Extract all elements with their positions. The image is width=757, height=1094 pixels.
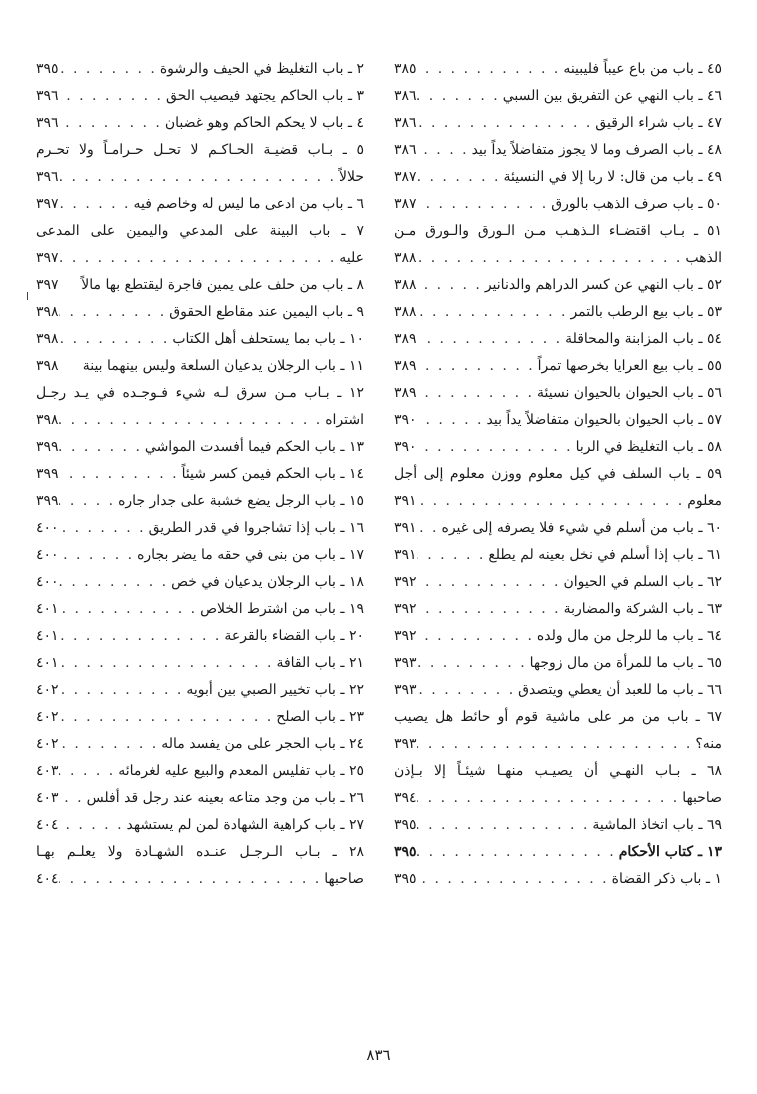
toc-entry-row xyxy=(36,704,364,731)
dot-leader xyxy=(417,569,564,596)
toc-entry-row xyxy=(394,569,722,596)
toc-entry-page: ٣٨٧ xyxy=(394,196,417,212)
toc-entry-row xyxy=(394,299,722,326)
dot-leader xyxy=(59,677,187,704)
toc-entry-page: ٣٩٨ xyxy=(36,412,59,428)
dot-leader xyxy=(417,542,489,569)
dot-leader xyxy=(59,785,87,812)
toc-entry-row xyxy=(394,542,722,569)
toc-entry xyxy=(36,380,364,434)
dot-leader xyxy=(417,785,683,812)
toc-entry-title: ٥٨ ـ باب التغليظ في الربا xyxy=(575,439,722,455)
toc-entry xyxy=(394,461,722,515)
toc-entry-page: ٤٠٠ xyxy=(36,574,59,590)
toc-entry-title: ٥٦ ـ باب الحيوان بالحيوان نسيئة xyxy=(537,385,722,401)
toc-entry-row xyxy=(394,83,722,110)
toc-entry-title-line: ٦٨ ـ بـاب النهـي أن يصيـب منهـا شيئـاً إلا بـإذن xyxy=(394,763,722,779)
dot-leader xyxy=(417,731,696,758)
toc-entry-row xyxy=(36,407,364,434)
toc-entry-row xyxy=(36,623,364,650)
toc-entry-row xyxy=(36,515,364,542)
toc-entry-row xyxy=(36,812,364,839)
toc-entry-row xyxy=(394,677,722,704)
toc-entry-page: ٣٨٨ xyxy=(394,250,417,266)
toc-entry-page: ٣٨٩ xyxy=(394,331,417,347)
dot-leader xyxy=(59,596,201,623)
toc-entry-title: ٥٢ ـ باب النهي عن كسر الدراهم والدنانير xyxy=(484,277,722,293)
toc-entry-row xyxy=(36,164,364,191)
toc-entry-row xyxy=(36,353,364,380)
dot-leader xyxy=(417,650,530,677)
toc-entry-row xyxy=(36,326,364,353)
toc-entry-title: حلالاً xyxy=(339,169,364,185)
toc-entry-title-line: ٢٨ ـ بـاب الـرجـل عنـده الشهـادة ولا يعلـم بهـا xyxy=(36,844,364,860)
toc-entry-row xyxy=(394,191,722,218)
toc-entry-title: ١ ـ باب ذكر القضاة xyxy=(611,871,722,887)
toc-entry-title: ٩ ـ باب اليمين عند مقاطع الحقوق xyxy=(169,304,364,320)
toc-entry xyxy=(36,623,364,650)
toc-entry-title: ٢٥ ـ باب تفليس المعدم والبيع عليه لغرمائه xyxy=(118,763,364,779)
toc-entry-title: ٦٩ ـ باب اتخاذ الماشية xyxy=(592,817,722,833)
toc-entry-page: ٣٩٠ xyxy=(394,439,417,455)
toc-entry-row xyxy=(394,164,722,191)
toc-entry-page: ٣٩٧ xyxy=(36,196,59,212)
dot-leader xyxy=(59,623,225,650)
dot-leader xyxy=(59,110,165,137)
dot-leader xyxy=(59,56,160,83)
dot-leader xyxy=(59,164,339,191)
toc-entry xyxy=(394,272,722,299)
toc-entry xyxy=(36,218,364,272)
toc-entry xyxy=(36,326,364,353)
toc-entry-title: ٥٥ ـ باب بيع العرايا بخرصها تمراً xyxy=(537,358,722,374)
toc-entry-page: ٤٠٤ xyxy=(36,817,59,833)
toc-entry-title: اشتراه xyxy=(325,412,364,428)
toc-entry-title: ١٦ ـ باب إذا تشاجروا في قدر الطريق xyxy=(148,520,364,536)
toc-entry xyxy=(394,434,722,461)
toc-entry-row xyxy=(36,650,364,677)
dot-leader xyxy=(417,380,537,407)
toc-entry xyxy=(36,650,364,677)
margin-mark xyxy=(27,292,28,300)
toc-entry-page: ٣٨٩ xyxy=(394,385,417,401)
toc-entry-page: ٣٨٦ xyxy=(394,142,417,158)
toc-entry-page: ٤٠٣ xyxy=(36,763,59,779)
toc-entry-title: ٦٤ ـ باب ما للرجل من مال ولده xyxy=(536,628,722,644)
dot-leader xyxy=(417,245,686,272)
dot-leader xyxy=(59,326,173,353)
toc-entry-page: ٣٩٨ xyxy=(36,358,59,374)
toc-entry-page: ٣٩٥ xyxy=(394,817,417,833)
toc-entry xyxy=(394,542,722,569)
dot-leader xyxy=(417,164,504,191)
toc-entry-title: ٥٠ ـ باب صرف الذهب بالورق xyxy=(551,196,722,212)
toc-entry-title: ٢٠ ـ باب القضاء بالقرعة xyxy=(224,628,364,644)
dot-leader xyxy=(417,110,596,137)
dot-leader xyxy=(59,488,119,515)
toc-entry xyxy=(394,191,722,218)
toc-entry-page: ٤٠١ xyxy=(36,628,59,644)
toc-entry xyxy=(394,758,722,812)
toc-entry-page: ٣٩١ xyxy=(394,547,417,563)
toc-entry xyxy=(394,380,722,407)
toc-entry-title: ٢٤ ـ باب الحجر على من يفسد ماله xyxy=(161,736,364,752)
toc-entry-page: ٣٨٦ xyxy=(394,115,417,131)
toc-entry-page: ٣٩٠ xyxy=(394,412,417,428)
toc-entry-title: ٢ ـ باب التغليظ في الحيف والرشوة xyxy=(159,61,364,77)
toc-entry xyxy=(394,812,722,839)
toc-entry xyxy=(36,569,364,596)
toc-entry-page: ٤٠٤ xyxy=(36,871,59,887)
toc-entry-row xyxy=(394,488,722,515)
toc-entry xyxy=(36,839,364,893)
toc-entry-page: ٤٠٠ xyxy=(36,520,59,536)
dot-leader xyxy=(59,866,325,893)
toc-entry-title: ٦١ ـ باب إذا أسلم في نخل بعينه لم يطلع xyxy=(488,547,722,563)
toc-entry-title: ٨ ـ باب من حلف على يمين فاجرة ليقتطع بها مالاً xyxy=(81,277,364,293)
toc-entry xyxy=(394,677,722,704)
toc-entry xyxy=(36,731,364,758)
toc-entry-page: ٣٨٦ xyxy=(394,88,417,104)
toc-entry-page: ٣٩٨ xyxy=(36,304,59,320)
toc-entry-row xyxy=(394,839,722,866)
toc-entry xyxy=(394,326,722,353)
toc-entry-page: ٣٩٦ xyxy=(36,88,59,104)
dot-leader xyxy=(59,407,326,434)
toc-entry xyxy=(394,569,722,596)
toc-entry xyxy=(394,110,722,137)
toc-entry xyxy=(394,407,722,434)
toc-entry-title: ٦٣ ـ باب الشركة والمضاربة xyxy=(563,601,722,617)
toc-entry xyxy=(36,191,364,218)
dot-leader xyxy=(417,272,485,299)
toc-entry-page: ٤٠٣ xyxy=(36,790,59,806)
toc-entry-page: ٣٩٢ xyxy=(394,601,417,617)
toc-entry xyxy=(394,83,722,110)
toc-entry-title: ١١ ـ باب الرجلان يدعيان السلعة وليس بينهما بينة xyxy=(82,358,364,374)
toc-entry-page: ٣٩٩ xyxy=(36,466,59,482)
toc-entry-page: ٣٩٨ xyxy=(36,331,59,347)
toc-entry xyxy=(394,704,722,758)
toc-entry-row xyxy=(36,488,364,515)
toc-entry-row xyxy=(36,866,364,893)
toc-entry-page: ٣٩٩ xyxy=(36,439,59,455)
toc-entry-page: ٤٠٢ xyxy=(36,736,59,752)
toc-entry-title: الذهب xyxy=(685,250,722,266)
dot-leader xyxy=(59,434,145,461)
toc-entry-row xyxy=(394,731,722,758)
toc-entry-row xyxy=(394,407,722,434)
toc-entry xyxy=(394,164,722,191)
toc-entry-row xyxy=(394,245,722,272)
toc-entry-title: ٢٦ ـ باب من وجد متاعه بعينه عند رجل قد أفلس xyxy=(86,790,364,806)
toc-column-left xyxy=(36,56,364,893)
dot-leader xyxy=(59,812,127,839)
toc-entry-row xyxy=(36,434,364,461)
toc-entry-title: ٥٧ ـ باب الحيوان بالحيوان متفاضلاً يداً بيد xyxy=(486,412,722,428)
toc-entry-title: ١٥ ـ باب الرجل يضع خشبة على جدار جاره xyxy=(118,493,364,509)
toc-entry-title: ٦ ـ باب من ادعى ما ليس له وخاصم فيه xyxy=(133,196,364,212)
toc-entry-row xyxy=(394,650,722,677)
toc-entry-page: ٣٩٩ xyxy=(36,493,59,509)
toc-entry-row xyxy=(36,191,364,218)
toc-entry-title: ٢٧ ـ باب كراهية الشهادة لمن لم يستشهد xyxy=(126,817,364,833)
toc-entry-title-line: ٥١ ـ بـاب اقتضـاء الـذهـب مـن الـورق والـورق مـن xyxy=(394,223,722,239)
toc-entry xyxy=(36,56,364,83)
toc-entry xyxy=(36,461,364,488)
toc-entry-title: ٢١ ـ باب القافة xyxy=(276,655,364,671)
toc-entry-row xyxy=(36,569,364,596)
toc-entry-title: ٤ ـ باب لا يحكم الحاكم وهو غضبان xyxy=(164,115,364,131)
toc-entry xyxy=(36,488,364,515)
toc-entry-title: ٦٥ ـ باب ما للمرأة من مال زوجها xyxy=(529,655,722,671)
toc-entry xyxy=(36,677,364,704)
toc-entry-row xyxy=(394,866,722,893)
toc-entry-page: ٤٠١ xyxy=(36,601,59,617)
toc-entry-row xyxy=(36,758,364,785)
toc-entry xyxy=(36,137,364,191)
toc-entry-title: ٦٦ ـ باب ما للعبد أن يعطي ويتصدق xyxy=(518,682,722,698)
toc-entry-title: ٢٢ ـ باب تخيير الصبي بين أبويه xyxy=(186,682,364,698)
toc-entry-row xyxy=(394,326,722,353)
toc-entry-page: ٣٩١ xyxy=(394,493,417,509)
dot-leader xyxy=(417,677,519,704)
dot-leader xyxy=(417,812,593,839)
toc-entry-row xyxy=(36,731,364,758)
toc-entry-page: ٣٩٧ xyxy=(36,250,59,266)
toc-entry xyxy=(394,839,722,866)
toc-entry-title: ٦٠ ـ باب من أسلم في شيء فلا يصرفه إلى غيره xyxy=(441,520,722,536)
dot-leader xyxy=(417,407,487,434)
toc-entry xyxy=(36,704,364,731)
toc-entry-title: ١٨ ـ باب الرجلان يدعيان في خص xyxy=(171,574,364,590)
toc-entry-page: ٣٩٣ xyxy=(394,736,417,752)
toc-entry-row xyxy=(394,56,722,83)
toc-entry-title-line: ٧ ـ باب البينة على المدعي واليمين على المدعى xyxy=(36,223,364,239)
toc-entry-title: ٢٣ ـ باب الصلح xyxy=(276,709,364,725)
toc-entry-page: ٣٨٨ xyxy=(394,304,417,320)
toc-entry-page: ٣٩٢ xyxy=(394,628,417,644)
toc-entry-title-line: ١٢ ـ بـاب مـن سرق لـه شيء فـوجـده في يـد رجـل xyxy=(36,385,364,401)
dot-leader xyxy=(59,191,134,218)
toc-entry-row xyxy=(394,380,722,407)
toc-column-right xyxy=(394,56,722,893)
dot-leader xyxy=(59,704,277,731)
toc-entry-title: صاحبها xyxy=(682,790,722,806)
toc-entry-row xyxy=(36,56,364,83)
toc-entry-title-line: ٦٧ ـ باب من مر على ماشية قوم أو حائط هل يصيب xyxy=(394,709,722,725)
dot-leader xyxy=(59,461,182,488)
toc-entry-page: ٣٩١ xyxy=(394,520,417,536)
toc-entry-row xyxy=(394,596,722,623)
toc-entry-page: ٤٠١ xyxy=(36,655,59,671)
toc-entry xyxy=(394,353,722,380)
toc-entry-title: ٤٥ ـ باب من باع عيباً فليبينه xyxy=(563,61,722,77)
toc-entry-page: ٣٩٢ xyxy=(394,574,417,590)
toc-entry-page: ٣٩٦ xyxy=(36,115,59,131)
toc-entry xyxy=(36,758,364,785)
toc-entry xyxy=(36,83,364,110)
dot-leader xyxy=(417,326,566,353)
toc-entry-row xyxy=(36,785,364,812)
toc-entry xyxy=(36,515,364,542)
toc-entry-title: ٤٧ ـ باب شراء الرقيق xyxy=(595,115,722,131)
toc-entry-title: ٤٦ ـ باب النهي عن التفريق بين السبي xyxy=(502,88,722,104)
dot-leader xyxy=(417,83,503,110)
toc-entry xyxy=(394,56,722,83)
toc-entry-title: منه؟ xyxy=(695,736,722,752)
toc-entry-row xyxy=(36,272,364,299)
toc-entry-title: ١٣ ـ باب الحكم فيما أفسدت المواشي xyxy=(144,439,364,455)
toc-entry xyxy=(394,137,722,164)
toc-entry-title: ١٣ ـ كتاب الأحكام xyxy=(618,844,722,860)
toc-entry xyxy=(394,866,722,893)
toc-entry-title: ٤٩ ـ باب من قال: لا ربا إلا في النسيئة xyxy=(503,169,722,185)
dot-leader xyxy=(59,731,162,758)
toc-entry-title: ١٩ ـ باب من اشترط الخلاص xyxy=(200,601,364,617)
dot-leader xyxy=(59,569,172,596)
toc-entry-page: ٣٨٨ xyxy=(394,277,417,293)
toc-entry-row xyxy=(36,110,364,137)
toc-entry-title-line: ٥ ـ بـاب قضيـة الحـاكـم لا تحـل حـرامـاً ولا تحـرم xyxy=(36,142,364,158)
toc-entry-page: ٣٩٣ xyxy=(394,682,417,698)
toc-entry xyxy=(394,623,722,650)
toc-entry-title: صاحبها xyxy=(324,871,364,887)
toc-entry-row xyxy=(394,110,722,137)
dot-leader xyxy=(417,839,619,866)
toc-entry-row xyxy=(394,812,722,839)
toc-entry xyxy=(36,596,364,623)
toc-entry-title: ١٧ ـ باب من بنى في حقه ما يضر بجاره xyxy=(137,547,364,563)
toc-entry xyxy=(36,542,364,569)
dot-leader xyxy=(417,434,576,461)
toc-entry-page: ٤٠٠ xyxy=(36,547,59,563)
toc-entry-row xyxy=(394,515,722,542)
toc-entry xyxy=(36,785,364,812)
dot-leader xyxy=(59,650,277,677)
toc-entry-title: عليه xyxy=(339,250,364,266)
dot-leader xyxy=(417,866,612,893)
toc-entry-row xyxy=(394,785,722,812)
toc-entry-row xyxy=(36,83,364,110)
dot-leader xyxy=(59,542,138,569)
toc-entry xyxy=(36,812,364,839)
toc-entry-title: معلوم xyxy=(687,493,722,509)
toc-entry-row xyxy=(394,623,722,650)
toc-entry-title: ٥٣ ـ باب بيع الرطب بالتمر xyxy=(570,304,722,320)
page-number: ٨٣٦ xyxy=(366,1046,391,1064)
toc-entry-page: ٣٨٧ xyxy=(394,169,417,185)
toc-entry-title: ٦٢ ـ باب السلم في الحيوان xyxy=(563,574,722,590)
dot-leader xyxy=(417,488,688,515)
toc-entry-page: ٣٩٧ xyxy=(36,277,59,293)
toc-entry-row xyxy=(394,434,722,461)
toc-entry-title: ١٠ ـ باب بما يستحلف أهل الكتاب xyxy=(172,331,364,347)
dot-leader xyxy=(59,245,340,272)
toc-entry-page: ٣٩٥ xyxy=(394,871,417,887)
toc-entry-page: ٣٩٣ xyxy=(394,655,417,671)
toc-entry-row xyxy=(36,461,364,488)
toc-entry-page: ٤٠٢ xyxy=(36,682,59,698)
dot-leader xyxy=(59,83,166,110)
toc-entry-row xyxy=(394,353,722,380)
dot-leader xyxy=(417,596,564,623)
toc-entry-title-line: ٥٩ ـ باب السلف في كيل معلوم ووزن معلوم إلى أجل xyxy=(394,466,722,482)
dot-leader xyxy=(59,515,149,542)
toc-entry xyxy=(394,515,722,542)
toc-entry-row xyxy=(394,137,722,164)
toc-entry-page: ٣٩٥ xyxy=(394,844,417,860)
toc-entry xyxy=(36,272,364,299)
toc-entry xyxy=(36,353,364,380)
toc-entry-page: ٣٨٥ xyxy=(394,61,417,77)
toc-entry xyxy=(394,596,722,623)
toc-entry xyxy=(394,650,722,677)
dot-leader xyxy=(417,56,564,83)
toc-entry-row xyxy=(36,596,364,623)
dot-leader xyxy=(417,515,442,542)
toc-entry-title: ٣ ـ باب الحاكم يجتهد فيصيب الحق xyxy=(166,88,364,104)
dot-leader xyxy=(417,191,552,218)
toc-entry-title: ١٤ ـ باب الحكم فيمن كسر شيئاً xyxy=(181,466,364,482)
toc-entry-row xyxy=(36,542,364,569)
dot-leader xyxy=(417,353,538,380)
toc-entry xyxy=(394,299,722,326)
toc-entry-row xyxy=(394,272,722,299)
toc-entry-row xyxy=(36,245,364,272)
toc-entry xyxy=(36,110,364,137)
toc-entry-page: ٣٩٦ xyxy=(36,169,59,185)
toc-entry-page: ٤٠٢ xyxy=(36,709,59,725)
toc-entry-page: ٣٩٤ xyxy=(394,790,417,806)
toc-entry xyxy=(36,299,364,326)
toc-entry-title: ٤٨ ـ باب الصرف وما لا يجوز متفاضلاً يداً بيد xyxy=(471,142,722,158)
dot-leader xyxy=(59,758,119,785)
toc-entry xyxy=(36,434,364,461)
toc-entry-row xyxy=(36,677,364,704)
dot-leader xyxy=(417,299,571,326)
toc-entry xyxy=(394,218,722,272)
toc-entry-page: ٣٨٩ xyxy=(394,358,417,374)
dot-leader xyxy=(59,299,170,326)
toc-entry-title: ٥٤ ـ باب المزابنة والمحاقلة xyxy=(565,331,722,347)
toc-entry-page: ٣٩٥ xyxy=(36,61,59,77)
dot-leader xyxy=(417,623,537,650)
dot-leader xyxy=(417,137,472,164)
toc-entry-row xyxy=(36,299,364,326)
